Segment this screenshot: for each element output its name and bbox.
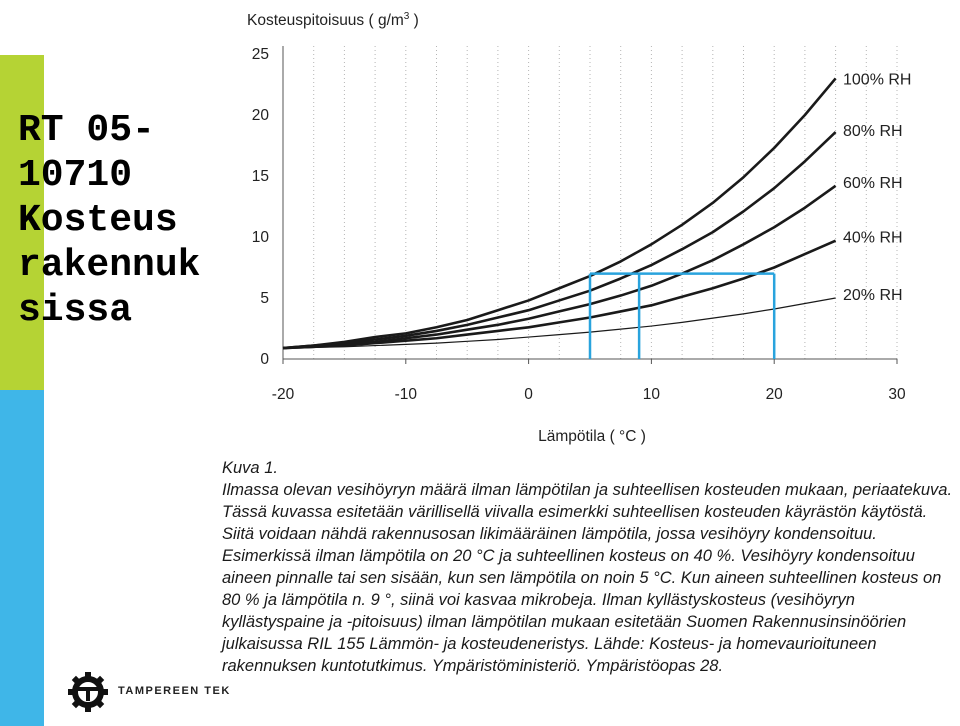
series-label-60-rh: 60% RH — [843, 174, 903, 192]
x-tick-label: 20 — [765, 386, 783, 403]
y-tick-label: 25 — [251, 46, 269, 63]
series-label-20-rh: 20% RH — [843, 287, 903, 304]
university-logo-icon — [68, 672, 108, 712]
y-tick-label: 20 — [251, 107, 269, 124]
caption-text: Ilmassa olevan vesihöyryn määrä ilman lämpötilan ja suhteellisen kosteuden mukaan, periaatekuva. Tässä kuvassa esitetään värillisellä viivalla esimerkki suhteellisen kosteuden käyrästön käytöstä. Siitä voidaan nähdä rakennusosan likimääräinen lämpötila, jossa vesihöyry kondensoituu. Esimerkissä ilman lämpötila on 20 °C ja suhteellinen kosteus on 40 %. Vesihöyry kondensoituu aineen pinnalle tai sen sisään, kun sen lämpötila on noin 5 °C. Kun aineen suhteellinen kosteus on 80 % ja lämpötila n. 9 °, siinä voi kasvaa mikrobeja. Ilman kyllästyskosteus (vesihöyryn kyllästyspaine ja -pitoisuus) ilman lämpötilan mukaan esitetään Suomen Rakennusinsinöörien julkaisussa RIL 155 Lämmön- ja kosteudeneristys. Lähde: Kosteus- ja homevaurioituneen rakennuksen kuntotutkimus. Ympäristöministeriö. Ympäristöopas 28. — [222, 481, 953, 675]
y-tick-label: 15 — [251, 168, 269, 185]
tick-layer — [252, 46, 906, 403]
figure-caption — [222, 457, 957, 677]
y-axis-title: Kosteuspitoisuus ( $g/m^3$ ) — [247, 11, 419, 29]
series-label-80-rh: 80% RH — [843, 123, 903, 141]
series-label-100-rh: 100% RH — [843, 71, 912, 89]
grid-layer — [314, 46, 897, 359]
humidity-chart — [225, 0, 945, 450]
x-tick-label: 0 — [524, 386, 533, 403]
caption-heading: Kuva 1. — [222, 459, 278, 477]
series-label-40-rh: 40% RH — [843, 229, 903, 247]
accent-stripe-blue — [0, 390, 44, 726]
y-tick-label: 0 — [260, 351, 269, 368]
x-tick-label: -10 — [394, 386, 418, 403]
x-tick-label: -20 — [271, 386, 295, 403]
y-tick-label: 5 — [260, 290, 269, 307]
series-label-layer — [843, 71, 911, 304]
x-axis-title: Lämpötila ( °C ) — [538, 428, 646, 445]
x-tick-label: 30 — [888, 386, 906, 403]
y-tick-label: 10 — [251, 229, 269, 246]
slide-title: RT 05- 10710 Kosteus rakennuk sissa — [18, 109, 201, 332]
logo-text: TAMPEREEN TEK — [118, 685, 231, 697]
x-tick-label: 10 — [642, 386, 661, 403]
